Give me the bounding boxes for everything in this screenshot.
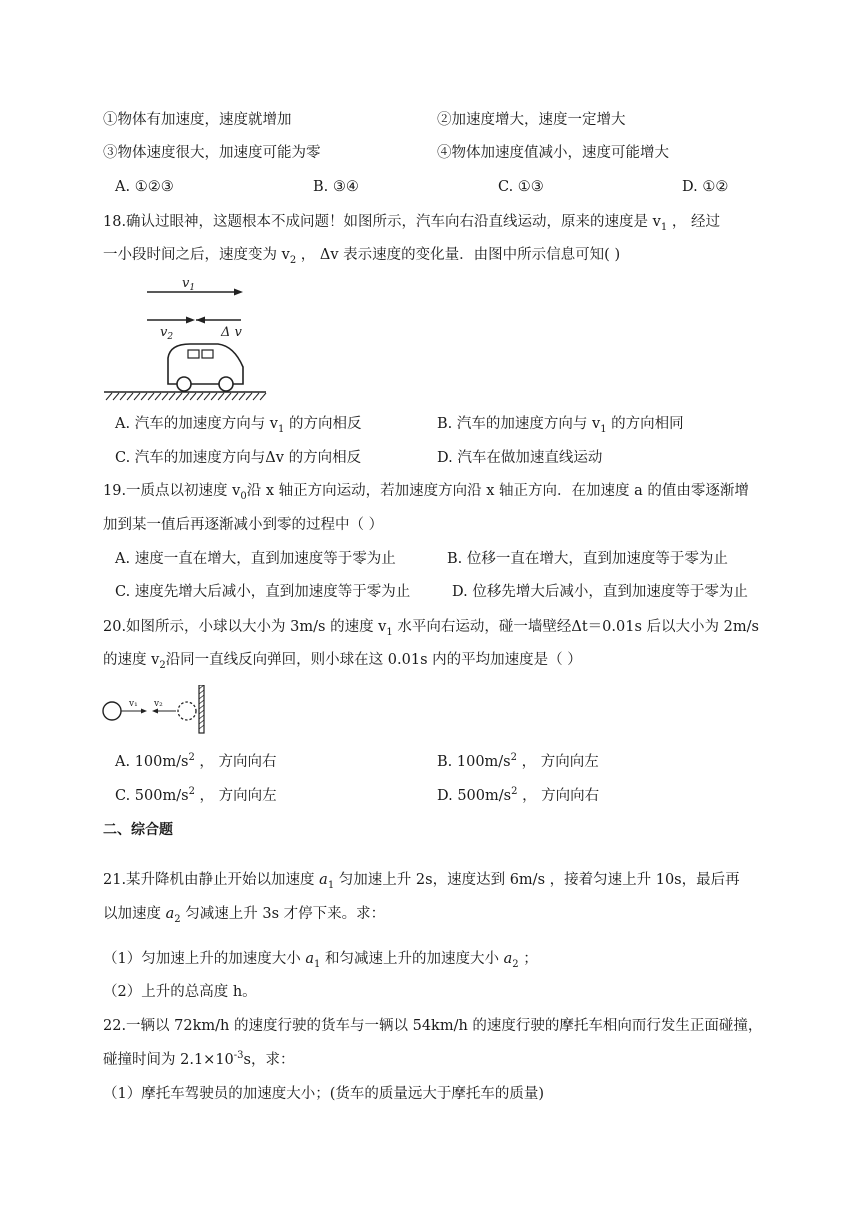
q17-choice-b: B. ③④ xyxy=(313,179,359,195)
q19-stem-line-2: 加到某一值后再逐渐减小到零的过程中（ ） xyxy=(103,517,384,533)
q19-stem-line-1: 19.一质点以初速度 $v_0$沿 x 轴正方向运动，若加速度方向沿 x 轴正方向．在加速度 a 的值由零逐渐增 xyxy=(103,483,749,502)
q18-fig-v2-label: $v_2$ xyxy=(160,325,174,342)
q18-stem-line-1: 18.确认过眼神，这题根本不成问题！如图所示，汽车向右沿直线运动，原来的速度是 $v_1$ ， 经过 xyxy=(103,214,720,233)
q20-choice-c: C. $500m/s^2$ ， 方向向左 xyxy=(115,786,277,804)
q17-statement-4: ④物体加速度值减小，速度可能增大 xyxy=(437,145,669,161)
q18-choice-c: C. 汽车的加速度方向与Δv 的方向相反 xyxy=(115,450,362,466)
q20-choice-d: D. $500m/s^2$ ， 方向向右 xyxy=(437,786,600,804)
q17-choice-c: C. ①③ xyxy=(498,179,544,195)
q20-fig-v1-label: v₁ xyxy=(129,699,138,709)
q17-choice-a: A. ①②③ xyxy=(115,179,174,195)
q19-choice-c: C. 速度先增大后减小，直到加速度等于零为止 xyxy=(115,584,411,600)
car-wheel-rear xyxy=(177,377,191,391)
q20-fig-v2-label: v₂ xyxy=(154,699,163,709)
q22-sub-question-1: （1）摩托车驾驶员的加速度大小；(货车的质量远大于摩托车的质量) xyxy=(103,1086,545,1102)
q21-sub-question-2: （2）上升的总高度 h。 xyxy=(103,984,257,1000)
q19-choice-a: A. 速度一直在增大，直到加速度等于零为止 xyxy=(115,551,396,567)
q21-sub-question-1: （1）匀加速上升的加速度大小 $a_1$ 和匀减速上升的加速度大小 $a_2$ ； xyxy=(103,951,538,970)
q18-choice-d: D. 汽车在做加速直线运动 xyxy=(437,450,603,466)
ball-initial xyxy=(103,702,121,720)
q22-stem-line-1: 22.一辆以 72km/h 的速度行驶的货车与一辆以 54km/h 的速度行驶的摩托车相向而行发生正面碰撞， xyxy=(103,1018,763,1034)
q18-choice-a: A. 汽车的加速度方向与 $v_1$ 的方向相反 xyxy=(115,416,362,435)
car-window-left xyxy=(188,350,199,358)
q20-ball-wall-figure xyxy=(100,685,210,735)
section-heading: 二、综合题 xyxy=(103,822,173,838)
q20-choice-b: B. $100m/s^2$ ， 方向向左 xyxy=(437,752,599,770)
q21-stem-line-1: 21.某升降机由静止开始以加速度 $a_1$ 匀加速上升 2s，速度达到 6m/s ，接着匀速上升 10s，最后再 xyxy=(103,872,740,891)
q21-stem-line-2: 以加速度 $a_2$ 匀减速上升 3s 才停下来。求： xyxy=(103,906,386,925)
q17-statement-2: ②加速度增大，速度一定增大 xyxy=(437,112,626,128)
q19-choice-d: D. 位移先增大后减小，直到加速度等于零为止 xyxy=(452,584,748,600)
q17-statement-1: ①物体有加速度，速度就增加 xyxy=(103,112,292,128)
q20-stem-line-1: 20.如图所示，小球以大小为 3m/s 的速度 $v_1$ 水平向右运动，碰一墙壁经Δt＝0.01s 后以大小为 2m/s xyxy=(103,619,759,638)
q18-fig-dv-label: Δ v xyxy=(221,325,242,340)
q18-stem-line-2: 一小段时间之后，速度变为 $v_2$ ， Δv 表示速度的变化量．由图中所示信息可知( ) xyxy=(103,247,621,266)
q20-choice-a: A. $100m/s^2$ ， 方向向右 xyxy=(115,752,277,770)
q18-choice-b: B. 汽车的加速度方向与 $v_1$ 的方向相同 xyxy=(437,416,684,435)
ground-hatching xyxy=(106,393,266,400)
q18-car-figure xyxy=(100,272,270,404)
q19-choice-b: B. 位移一直在增大，直到加速度等于零为止 xyxy=(447,551,728,567)
q17-choice-d: D. ①② xyxy=(682,179,729,195)
q18-fig-v1-label: $v_1$ xyxy=(182,276,196,293)
q17-statement-3: ③物体速度很大，加速度可能为零 xyxy=(103,145,321,161)
q20-stem-line-2: 的速度 $v_2$沿同一直线反向弹回，则小球在这 0.01s 内的平均加速度是（ ） xyxy=(103,652,582,671)
ball-rebound xyxy=(178,702,196,720)
car-window-right xyxy=(202,350,213,358)
q22-stem-line-2: 碰撞时间为 $2.1\times 10^{-3}s$，求： xyxy=(103,1050,295,1068)
car-wheel-front xyxy=(219,377,233,391)
